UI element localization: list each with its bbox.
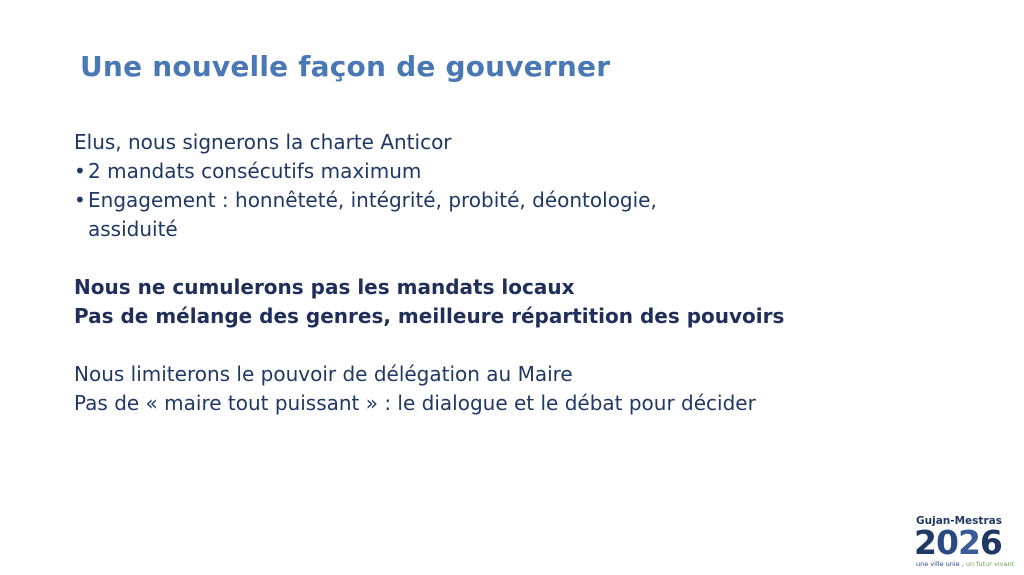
logo-tagline-part: un futur vivant xyxy=(963,560,1015,568)
logo-year-digit: 0 xyxy=(935,523,958,562)
bullet-marker: • xyxy=(74,188,86,212)
spacer xyxy=(74,244,974,273)
bullet-item xyxy=(74,186,728,244)
plain-line: Nous limiterons le pouvoir de délégation au Maire xyxy=(74,362,573,386)
logo-year-digit: 6 xyxy=(979,523,1002,562)
bullet-text: Engagement : honnêteté, intégrité, probité, déontologie, assiduité xyxy=(88,188,657,241)
slide-title: Une nouvelle façon de gouverner xyxy=(80,50,611,83)
bullet-text: 2 mandats consécutifs maximum xyxy=(88,159,422,183)
logo-tagline xyxy=(916,560,1014,568)
intro-line: Elus, nous signerons la charte Anticor xyxy=(74,130,452,154)
bold-line: Pas de mélange des genres, meilleure répartition des pouvoirs xyxy=(74,304,785,328)
bullet-item xyxy=(74,157,974,186)
bold-line: Nous ne cumulerons pas les mandats locaux xyxy=(74,275,575,299)
logo-year-digit: 2 xyxy=(914,523,936,562)
plain-line: Pas de « maire tout puissant » : le dialogue et le débat pour décider xyxy=(74,391,756,415)
campaign-logo xyxy=(914,515,1015,571)
logo-year-digit: 2 xyxy=(957,523,980,562)
logo-tagline-part: une ville unie , xyxy=(916,560,964,568)
bullet-marker: • xyxy=(74,159,86,183)
slide-body xyxy=(74,128,974,418)
logo-year xyxy=(914,525,1002,561)
logo-town-name: Gujan-Mestras xyxy=(916,515,1002,527)
spacer xyxy=(74,331,974,360)
